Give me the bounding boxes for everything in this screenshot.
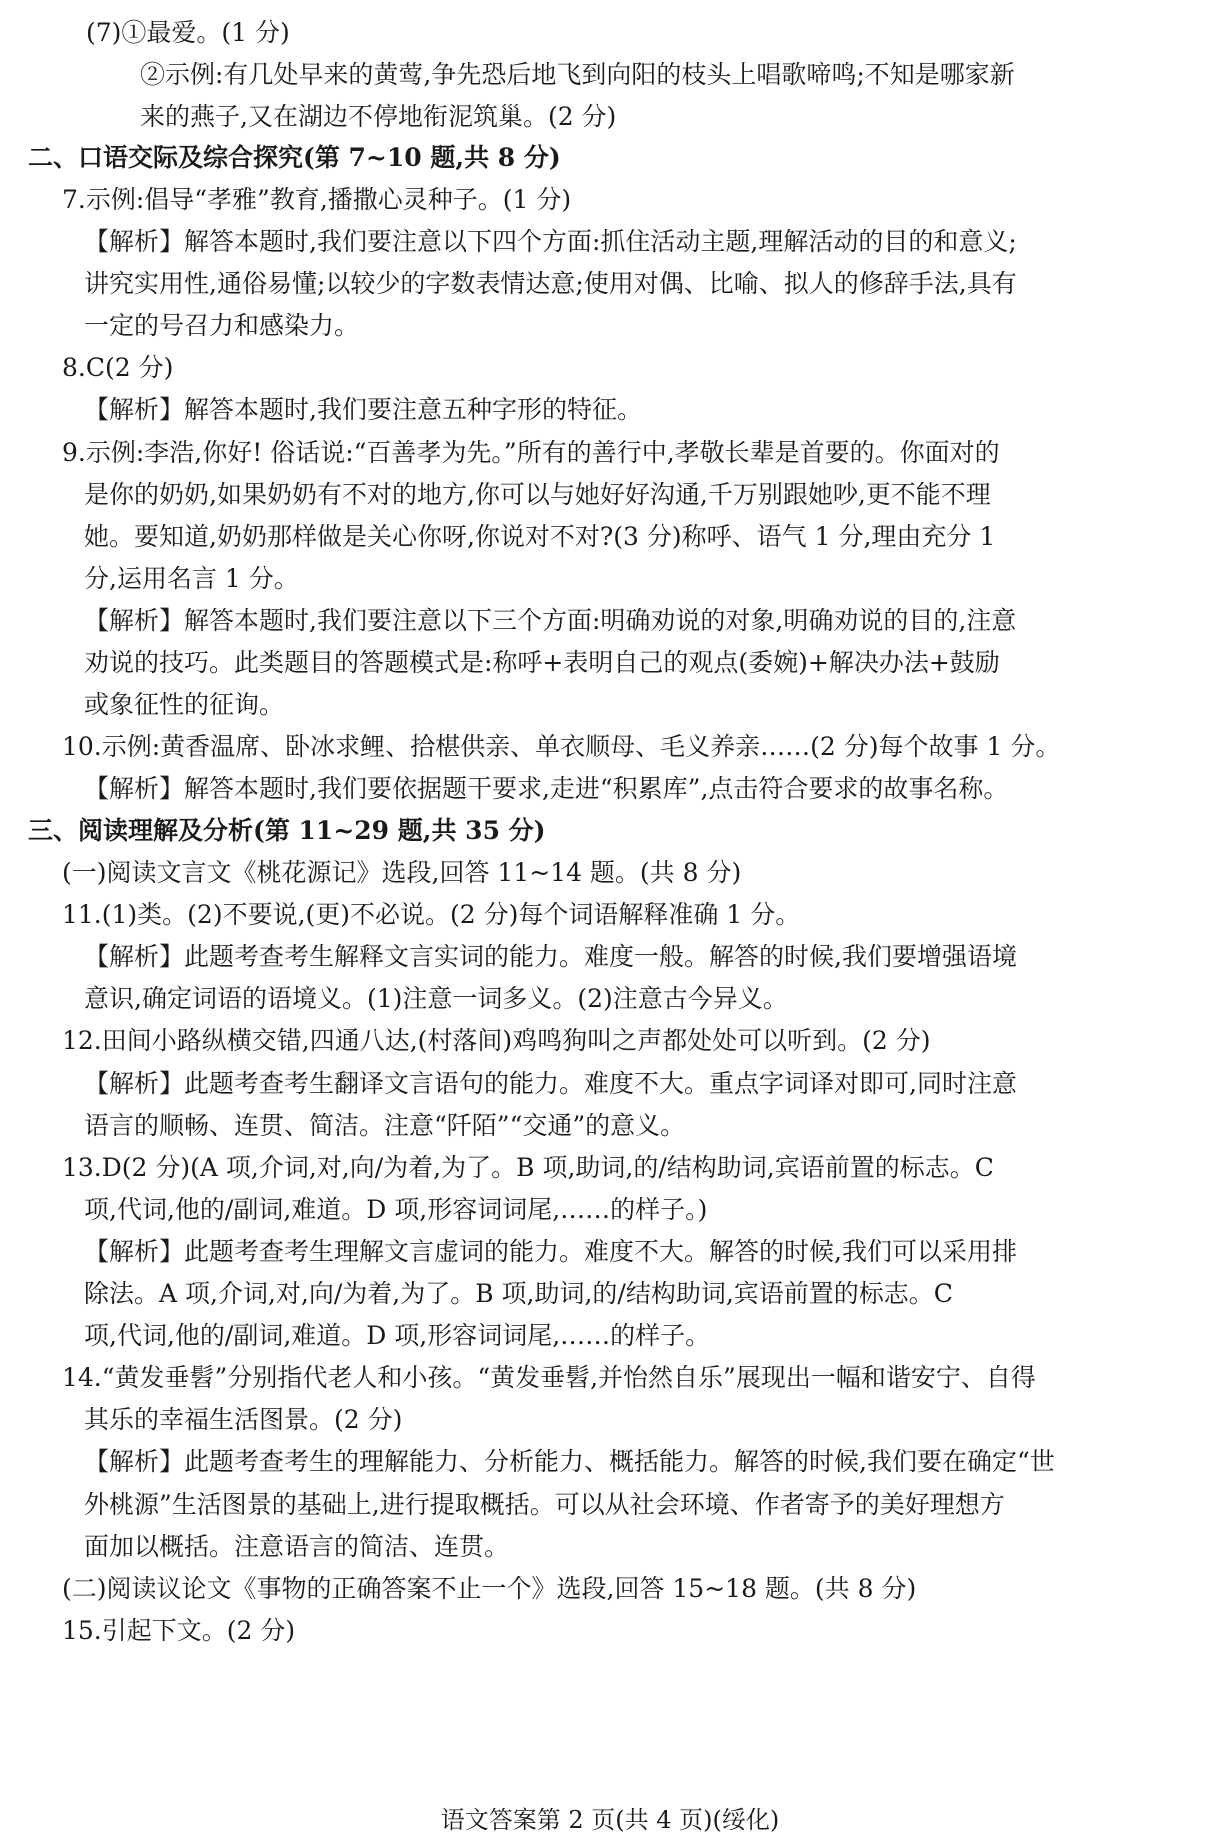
text-line: 【解析】此题考查考生翻译文言语句的能力。难度不大。重点字词译对即可,同时注意 (84, 1069, 1017, 1098)
text-line: 讲究实用性,通俗易懂;以较少的字数表情达意;使用对偶、比喻、拟人的修辞手法,具有 (84, 269, 1017, 298)
text-line: 除法。A 项,介词,对,向/为着,为了。B 项,助词,的/结构助词,宾语前置的标志。C (84, 1279, 953, 1308)
text-line: 是你的奶奶,如果奶奶有不对的地方,你可以与她好好沟通,千万别跟她吵,更不能不理 (84, 480, 991, 509)
text-line: 外桃源”生活图景的基础上,进行提取概括。可以从社会环境、作者寄予的美好理想方 (84, 1490, 1005, 1519)
text-line: 其乐的幸福生活图景。(2 分) (84, 1405, 403, 1434)
text-line: 15.引起下文。(2 分) (62, 1616, 296, 1645)
section-heading: 二、口语交际及综合探究(第 7~10 题,共 8 分) (28, 143, 561, 172)
text-line: 11.(1)类。(2)不要说,(更)不必说。(2 分)每个词语解释准确 1 分。 (62, 900, 801, 929)
text-line: 【解析】此题考查考生理解文言虚词的能力。难度不大。解答的时候,我们可以采用排 (84, 1237, 1017, 1266)
text-line: 【解析】解答本题时,我们要注意五种字形的特征。 (84, 395, 642, 424)
text-line: 或象征性的征询。 (84, 690, 285, 719)
text-line: 14.“黄发垂髫”分别指代老人和小孩。“黄发垂髫,并怡然自乐”展现出一幅和谐安宁、自得 (62, 1363, 1036, 1392)
text-line: 语言的顺畅、连贯、简洁。注意“阡陌”“交通”的意义。 (84, 1111, 686, 1140)
text-line: 【解析】解答本题时,我们要注意以下三个方面:明确劝说的对象,明确劝说的目的,注意 (84, 606, 1017, 635)
text-line: 面加以概括。注意语言的简洁、连贯。 (84, 1532, 510, 1561)
text-line: 10.示例:黄香温席、卧冰求鲤、拾椹供亲、单衣顺母、毛义养亲……(2 分)每个故事 1 分。 (62, 732, 1061, 761)
text-line: 她。要知道,奶奶那样做是关心你呀,你说对不对?(3 分)称呼、语气 1 分,理由充分 1 (84, 522, 996, 551)
text-line: 9.示例:李浩,你好! 俗话说:“百善孝为先。”所有的善行中,孝敬长辈是首要的。你面对的 (62, 438, 1000, 467)
section-heading: 三、阅读理解及分析(第 11~29 题,共 35 分) (28, 816, 546, 845)
text-line: 一定的号召力和感染力。 (84, 311, 360, 340)
text-line: 13.D(2 分)(A 项,介词,对,向/为着,为了。B 项,助词,的/结构助词,宾语前置的标志。C (62, 1153, 994, 1182)
text-line: 意识,确定词语的语境义。(1)注意一词多义。(2)注意古今异义。 (84, 984, 788, 1013)
text-line: 项,代词,他的/副词,难道。D 项,形容词词尾,……的样子。 (84, 1321, 711, 1350)
text-line: 项,代词,他的/副词,难道。D 项,形容词词尾,……的样子。) (84, 1195, 708, 1224)
text-line: 【解析】解答本题时,我们要注意以下四个方面:抓住活动主题,理解活动的目的和意义; (84, 227, 1017, 256)
text-line: 【解析】解答本题时,我们要依据题干要求,走进“积累库”,点击符合要求的故事名称。 (84, 774, 1009, 803)
text-line: 【解析】此题考查考生解释文言实词的能力。难度一般。解答的时候,我们要增强语境 (84, 942, 1017, 971)
text-line: (一)阅读文言文《桃花源记》选段,回答 11~14 题。(共 8 分) (62, 858, 742, 887)
text-line: 分,运用名言 1 分。 (84, 564, 299, 593)
text-line: 劝说的技巧。此类题目的答题模式是:称呼+表明自己的观点(委婉)+解决办法+鼓励 (84, 648, 1000, 677)
text-line: (二)阅读议论文《事物的正确答案不止一个》选段,回答 15~18 题。(共 8 分) (62, 1574, 917, 1603)
text-line: 【解析】此题考查考生的理解能力、分析能力、概括能力。解答的时候,我们要在确定“世 (84, 1447, 1055, 1476)
text-line: 12.田间小路纵横交错,四通八达,(村落间)鸡鸣狗叫之声都处处可以听到。(2 分) (62, 1026, 931, 1055)
text-line: 7.示例:倡导“孝雅”教育,播撒心灵种子。(1 分) (62, 185, 572, 214)
text-line: ②示例:有几处早来的黄莺,争先恐后地飞到向阳的枝头上唱歌啼鸣;不知是哪家新 (140, 60, 1015, 89)
text-line: (7)①最爱。(1 分) (86, 18, 290, 47)
page-footer: 语文答案第 2 页(共 4 页)(绥化) (440, 1806, 780, 1834)
text-line: 来的燕子,又在湖边不停地衔泥筑巢。(2 分) (140, 102, 617, 131)
text-line: 8.C(2 分) (62, 353, 174, 382)
